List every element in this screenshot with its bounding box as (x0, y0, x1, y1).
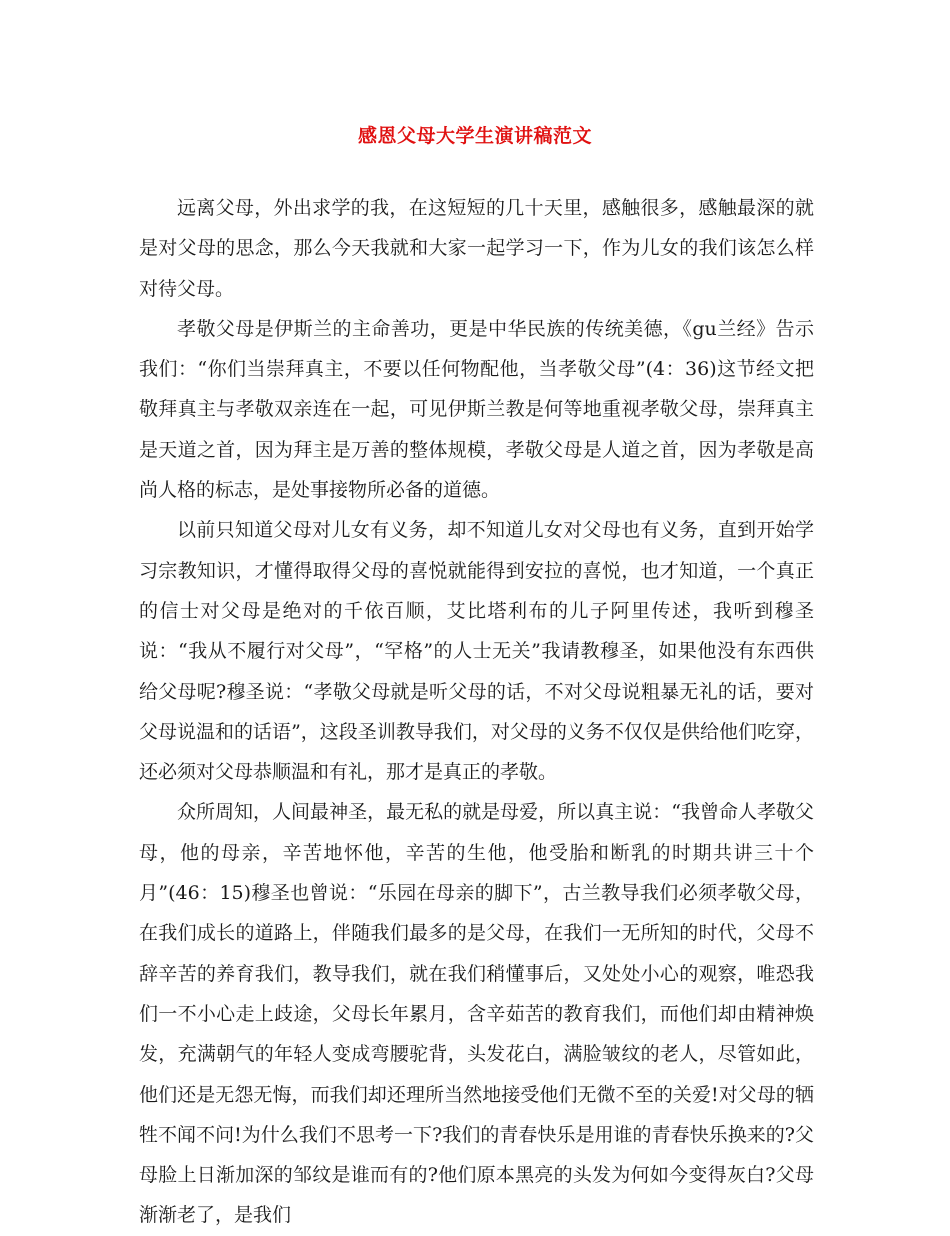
page-title: 感恩父母大学生演讲稿范文 (357, 125, 592, 147)
paragraph-3: 以前只知道父母对儿女有义务，却不知道儿女对父母也有义务，直到开始学习宗教知识，才懂得取得父母的喜悦就能得到安拉的喜悦，也才知道，一个真正的信士对父母是绝对的千依百顺，艾比塔利布的儿子阿里传述，我听到穆圣说：“我从不履行对父母”，“罕格”的人士无关”我请教穆圣，如果他没有东西供给父母呢?穆圣说：“孝敬父母就是听父母的话，不对父母说粗暴无礼的话，要对父母说温和的话语”，这段圣训教导我们，对父母的义务不仅仅是供给他们吃穿，还必须对父母恭顺温和有礼，那才是真正的孝敬。 (139, 519, 814, 784)
paragraph-1: 远离父母，外出求学的我，在这短短的几十天里，感触很多，感触最深的就是对父母的思念，那么今天我就和大家一起学习一下，作为儿女的我们该怎么样对待父母。 (139, 197, 814, 300)
document-body (139, 188, 814, 1236)
paragraph-2: 孝敬父母是伊斯兰的主命善功，更是中华民族的传统美德，《gu兰经》告示我们：“你们当崇拜真主，不要以任何物配他，当孝敬父母”(4：36)这节经文把敬拜真主与孝敬双亲连在一起，可见伊斯兰教是何等地重视孝敬父母，崇拜真主是天道之首，因为拜主是万善的整体规模，孝敬父母是人道之首，因为孝敬是高尚人格的标志，是处事接物所必备的道德。 (139, 317, 814, 502)
paragraph-4: 众所周知，人间最神圣，最无私的就是母爱，所以真主说：“我曾命人孝敬父母，他的母亲，辛苦地怀他，辛苦的生他，他受胎和断乳的时期共讲三十个月”(46：15)穆圣也曾说：“乐园在母亲的脚下”，古兰教导我们必须孝敬父母，在我们成长的道路上，伴随我们最多的是父母，在我们一无所知的时代，父母不辞辛苦的养育我们，教导我们，就在我们稍懂事后，又处处小心的观察，唯恐我们一不小心走上歧途，父母长年累月，含辛茹苦的教育我们，而他们却由精神焕发，充满朝气的年轻人变成弯腰驼背，头发花白，满脸皱纹的老人，尽管如此，他们还是无怨无悔，而我们却还理所当然地接受他们无微不至的关爱!对父母的牺牲不闻不问!为什么我们不思考一下?我们的青春快乐是用谁的青春快乐换来的?父母脸上日渐加深的邹纹是谁而有的?他们原本黑亮的头发为何如今变得灰白?父母渐渐老了，是我们 (139, 801, 814, 1227)
